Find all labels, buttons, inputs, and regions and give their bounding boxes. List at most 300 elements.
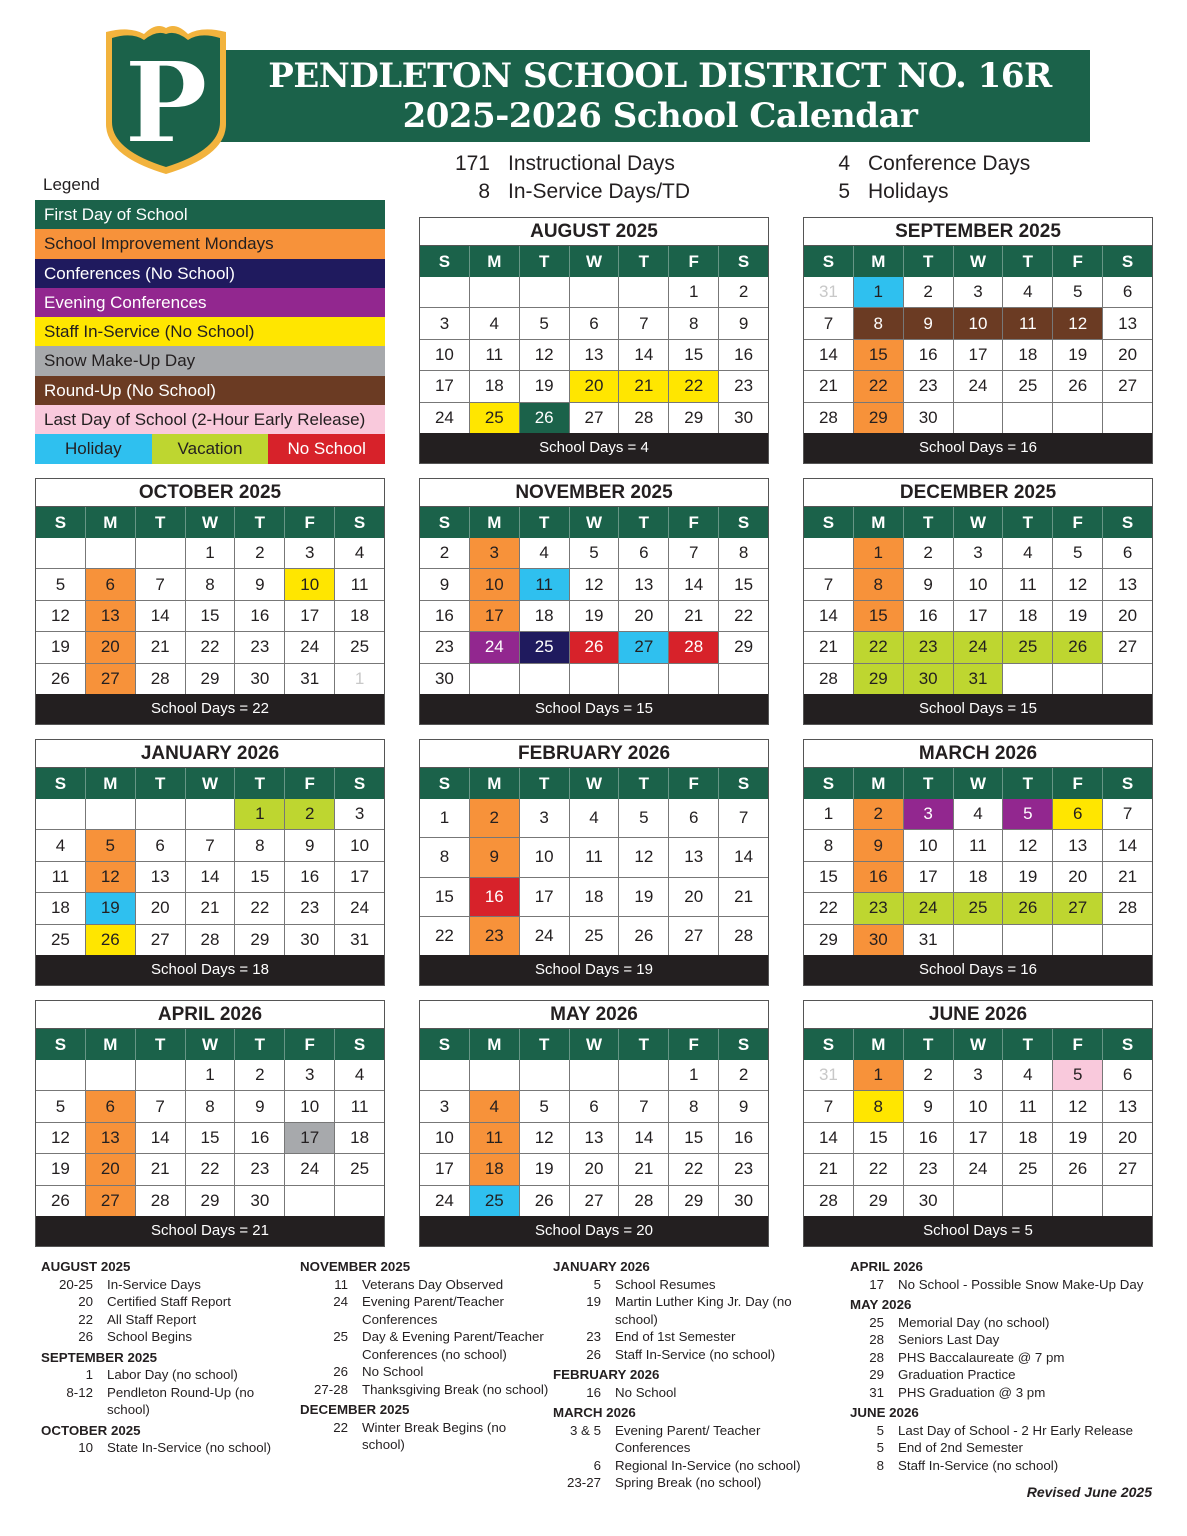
empty-cell <box>36 1060 86 1090</box>
day-cell: 10 <box>285 1091 335 1121</box>
weekday-header: T <box>904 768 954 799</box>
day-cell: 15 <box>854 340 904 370</box>
notes-month-heading: FEBRUARY 2026 <box>553 1367 660 1382</box>
day-cell: 15 <box>854 1123 904 1153</box>
day-cell: 4 <box>470 308 520 338</box>
note-text: Graduation Practice <box>898 1367 1016 1382</box>
weekday-header: S <box>36 507 86 538</box>
day-cell: 21 <box>669 601 719 631</box>
day-cell: 6 <box>570 308 620 338</box>
day-cell: 18 <box>350 1128 370 1148</box>
weekday-header: T <box>235 1029 285 1060</box>
school-days-count: School Days = 16 <box>804 955 1152 985</box>
day-cell: 25 <box>520 632 570 662</box>
empty-cell <box>570 277 620 307</box>
day-cell: 27 <box>570 1186 620 1216</box>
note-event <box>850 1384 1160 1402</box>
day-cell: 24 <box>904 893 954 923</box>
school-days-count: School Days = 18 <box>36 955 384 985</box>
weekday-header: M <box>854 246 904 277</box>
empty-cell <box>1003 403 1053 433</box>
weekday-header: T <box>1003 246 1053 277</box>
empty-cell <box>520 664 570 694</box>
week-row <box>420 664 768 694</box>
note-text: Last Day of School - 2 Hr Early Release <box>898 1422 1134 1438</box>
week-row <box>420 1186 768 1216</box>
day-cell: 11 <box>36 862 86 892</box>
note-event <box>41 1276 291 1294</box>
day-cell: 20 <box>1053 862 1103 892</box>
weekday-header-row <box>36 768 384 799</box>
day-cell: 26 <box>1003 893 1053 923</box>
note-date: 11 <box>334 1276 348 1292</box>
day-cell: 8 <box>854 308 904 338</box>
note-date: 28 <box>869 1332 884 1347</box>
day-cell: 17 <box>285 1123 335 1153</box>
day-cell: 29 <box>669 1186 719 1216</box>
note-text: Seniors Last Day <box>898 1332 1000 1347</box>
legend-item-holiday: Holiday <box>35 434 152 463</box>
title-line-calendar: 2025-2026 School Calendar <box>402 96 918 136</box>
day-cell: 11 <box>1003 308 1053 338</box>
day-cell: 13 <box>1118 1096 1138 1116</box>
day-cell: 28 <box>136 664 186 694</box>
empty-cell <box>136 1060 186 1090</box>
day-cell: 23 <box>420 632 470 662</box>
note-date: 5 <box>876 1440 884 1455</box>
week-row <box>804 1186 1152 1216</box>
note-date: 28 <box>869 1349 884 1365</box>
empty-cell <box>1053 1186 1103 1216</box>
page-title <box>230 56 1090 136</box>
day-cell: 30 <box>420 664 470 694</box>
day-cell: 1 <box>354 668 365 688</box>
weekday-header: T <box>520 507 570 538</box>
day-cell: 3 <box>420 308 470 338</box>
day-cell: 6 <box>86 569 136 599</box>
weekday-header: S <box>420 768 470 799</box>
week-row <box>804 664 1152 694</box>
day-cell: 26 <box>520 1186 570 1216</box>
weekday-header: T <box>619 768 669 799</box>
day-cell: 11 <box>350 574 369 594</box>
day-cell: 24 <box>520 917 570 955</box>
day-cell: 16 <box>235 1123 285 1153</box>
month-may-2026 <box>419 1000 769 1247</box>
day-cell: 19 <box>36 1154 86 1184</box>
note-text: School Begins <box>107 1329 193 1344</box>
empty-cell <box>470 1060 520 1090</box>
day-cell: 31 <box>954 664 1004 694</box>
day-cell: 26 <box>1053 371 1103 401</box>
weekday-header: T <box>904 1029 954 1060</box>
notes-month-heading: NOVEMBER 2025 <box>300 1259 411 1274</box>
day-cell: 19 <box>1053 601 1103 631</box>
empty-cell <box>335 1186 384 1216</box>
day-cell: 30 <box>235 1186 285 1216</box>
day-cell: 10 <box>350 835 370 855</box>
note-date: 31 <box>869 1384 884 1400</box>
day-cell: 4 <box>570 799 620 837</box>
note-event <box>300 1381 550 1399</box>
day-cell: 6 <box>570 1091 620 1121</box>
day-cell: 29 <box>804 925 854 955</box>
notes-month-heading: DECEMBER 2025 <box>300 1402 410 1417</box>
day-cell: 10 <box>285 569 335 599</box>
weekday-header: T <box>136 507 186 538</box>
day-cell: 2 <box>235 1060 285 1090</box>
month-title: JUNE 2026 <box>804 1001 1152 1029</box>
day-cell: 12 <box>1003 830 1053 860</box>
day-cell: 9 <box>854 830 904 860</box>
week-row <box>36 1123 384 1154</box>
note-text: PHS Graduation @ 3 pm <box>898 1384 1046 1400</box>
day-cell: 19 <box>36 632 86 662</box>
day-cell: 11 <box>954 830 1004 860</box>
day-cell: 8 <box>186 1091 236 1121</box>
day-cell: 15 <box>669 340 719 370</box>
day-cell: 28 <box>804 664 854 694</box>
day-cell: 4 <box>354 1065 365 1085</box>
weekday-header: T <box>1003 1029 1053 1060</box>
day-cell: 7 <box>136 1091 186 1121</box>
day-cell: 22 <box>669 1154 719 1184</box>
day-cell: 11 <box>470 340 520 370</box>
note-date: 5 <box>876 1422 884 1438</box>
day-cell: 6 <box>1122 543 1133 563</box>
week-row <box>36 664 384 694</box>
weekday-header: S <box>420 507 470 538</box>
day-cell: 29 <box>669 403 719 433</box>
day-cell: 8 <box>854 569 904 599</box>
stat-inservice-days <box>450 178 690 206</box>
legend <box>35 200 385 464</box>
note-date: 6 <box>593 1457 601 1473</box>
day-cell: 28 <box>619 1186 669 1216</box>
day-cell: 4 <box>36 830 86 860</box>
week-row <box>804 340 1152 371</box>
note-text: No School - Possible Snow Make-Up Day <box>898 1276 1144 1292</box>
notes-column <box>850 1258 1160 1474</box>
day-cell: 7 <box>186 830 236 860</box>
day-cell: 27 <box>1118 376 1138 396</box>
day-cell: 21 <box>619 1154 669 1184</box>
day-cell: 24 <box>285 1154 335 1184</box>
weekday-header: F <box>1053 246 1103 277</box>
note-text: PHS Baccalaureate @ 7 pm <box>898 1349 1065 1365</box>
day-cell: 12 <box>1053 308 1103 338</box>
day-grid <box>804 538 1152 694</box>
day-cell: 17 <box>904 862 954 892</box>
empty-cell <box>719 664 768 694</box>
note-date: 10 <box>78 1440 93 1455</box>
note-date: 23-27 <box>566 1475 601 1490</box>
empty-cell <box>520 1060 570 1090</box>
weekday-header: S <box>1121 774 1134 793</box>
day-cell: 6 <box>86 1091 136 1121</box>
week-row <box>36 569 384 600</box>
empty-cell <box>1053 925 1103 955</box>
weekday-header-row <box>420 507 768 538</box>
day-grid <box>36 538 384 694</box>
weekday-header: W <box>570 246 620 277</box>
school-days-count: School Days = 21 <box>36 1216 384 1246</box>
note-date: 1 <box>85 1367 93 1382</box>
legend-item-no-school: No School <box>268 434 385 463</box>
stat-instructional-days <box>450 150 690 178</box>
day-cell: 1 <box>669 1060 719 1090</box>
weekday-header: S <box>353 513 366 532</box>
day-cell: 3 <box>285 1060 335 1090</box>
day-cell: 15 <box>669 1123 719 1153</box>
day-cell: 31 <box>804 1060 854 1090</box>
stat-conference-days <box>810 150 1030 178</box>
week-row <box>804 1091 1152 1122</box>
school-days-count: School Days = 19 <box>420 955 768 985</box>
day-cell: 27 <box>669 917 719 955</box>
stat-value: 8 <box>478 180 490 203</box>
week-row <box>804 1060 1152 1091</box>
day-cell: 5 <box>1003 799 1053 829</box>
day-cell: 17 <box>420 371 470 401</box>
notes-month-heading: AUGUST 2025 <box>41 1259 131 1274</box>
week-row <box>420 799 768 838</box>
day-cell: 25 <box>1003 1154 1053 1184</box>
note-text: End of 2nd Semester <box>898 1440 1023 1455</box>
weekday-header: S <box>804 246 854 277</box>
empty-cell <box>136 799 186 829</box>
day-cell: 6 <box>669 799 719 837</box>
day-cell: 19 <box>1003 862 1053 892</box>
weekday-header: W <box>954 246 1004 277</box>
day-cell: 21 <box>619 371 669 401</box>
note-text: Memorial Day (no school) <box>898 1314 1050 1330</box>
legend-item-conference-no-school: Conferences (No School) <box>35 259 385 288</box>
day-cell: 8 <box>420 838 470 876</box>
empty-cell <box>954 403 1004 433</box>
weekday-header: T <box>520 246 570 277</box>
day-cell: 28 <box>1118 898 1138 918</box>
day-cell: 25 <box>36 925 86 955</box>
weekday-header: S <box>353 774 366 793</box>
week-row <box>804 862 1152 893</box>
week-row <box>420 838 768 877</box>
day-cell: 1 <box>854 277 904 307</box>
day-cell: 20 <box>1118 345 1138 365</box>
day-cell: 4 <box>1003 277 1053 307</box>
legend-item-evening-conference: Evening Conferences <box>35 288 385 317</box>
day-cell: 8 <box>235 830 285 860</box>
day-cell: 16 <box>734 1128 754 1148</box>
day-cell: 23 <box>904 632 954 662</box>
month-title: MARCH 2026 <box>804 740 1152 768</box>
day-cell: 28 <box>804 1186 854 1216</box>
day-cell: 17 <box>954 1123 1004 1153</box>
weekday-header: T <box>136 768 186 799</box>
school-days-count: School Days = 16 <box>804 433 1152 463</box>
day-cell: 7 <box>804 308 854 338</box>
day-cell: 14 <box>1118 835 1138 855</box>
note-event <box>553 1293 803 1328</box>
day-cell: 17 <box>420 1154 470 1184</box>
day-cell: 14 <box>136 1123 186 1153</box>
day-cell: 29 <box>854 403 904 433</box>
day-cell: 24 <box>954 371 1004 401</box>
note-event <box>553 1346 803 1364</box>
day-cell: 1 <box>804 799 854 829</box>
day-cell: 22 <box>420 917 470 955</box>
week-row <box>36 601 384 632</box>
day-cell: 27 <box>619 632 669 662</box>
empty-cell <box>1053 403 1103 433</box>
day-cell: 3 <box>420 1091 470 1121</box>
day-cell: 22 <box>854 1154 904 1184</box>
note-event <box>850 1349 1160 1367</box>
legend-title: Legend <box>43 175 100 194</box>
day-cell: 21 <box>186 893 236 923</box>
day-cell: 3 <box>904 799 954 829</box>
note-date: 5 <box>593 1276 601 1292</box>
empty-cell <box>1003 1186 1053 1216</box>
day-cell: 31 <box>350 929 370 949</box>
weekday-header: S <box>420 1029 470 1060</box>
day-cell: 16 <box>904 601 954 631</box>
month-title: MAY 2026 <box>420 1001 768 1029</box>
day-cell: 26 <box>86 925 136 955</box>
note-date: 25 <box>869 1314 884 1330</box>
day-cell: 21 <box>136 1154 186 1184</box>
day-cell: 15 <box>186 1123 236 1153</box>
day-cell: 26 <box>36 1186 86 1216</box>
day-cell: 22 <box>186 1154 236 1184</box>
day-cell: 23 <box>904 1154 954 1184</box>
day-cell: 28 <box>619 403 669 433</box>
note-event <box>850 1314 1160 1332</box>
day-cell: 18 <box>1003 340 1053 370</box>
day-cell: 9 <box>235 1091 285 1121</box>
legend-item-first-day: First Day of School <box>35 200 385 229</box>
day-cell: 23 <box>235 632 285 662</box>
week-row <box>804 403 1152 433</box>
note-text: In-Service Days <box>107 1276 201 1292</box>
day-cell: 30 <box>904 664 954 694</box>
day-cell: 18 <box>954 862 1004 892</box>
note-text: Veterans Day Observed <box>362 1276 504 1292</box>
week-row <box>804 1154 1152 1185</box>
week-row <box>420 403 768 433</box>
notes-column <box>300 1258 550 1454</box>
empty-cell <box>420 277 470 307</box>
notes-month-heading: MAY 2026 <box>850 1297 912 1312</box>
weekday-header-row <box>804 1029 1152 1060</box>
note-text: Spring Break (no school) <box>615 1475 762 1490</box>
day-cell: 14 <box>136 601 186 631</box>
week-row <box>420 340 768 371</box>
weekday-header-row <box>804 768 1152 799</box>
day-cell: 7 <box>738 808 749 828</box>
day-cell: 22 <box>186 632 236 662</box>
week-row <box>420 632 768 663</box>
note-event <box>850 1457 1160 1475</box>
school-days-count: School Days = 15 <box>804 694 1152 724</box>
day-cell: 13 <box>570 1123 620 1153</box>
day-cell: 16 <box>904 1123 954 1153</box>
empty-cell <box>669 664 719 694</box>
day-cell: 22 <box>854 632 904 662</box>
district-logo-shield-icon <box>100 24 232 176</box>
week-row <box>420 1154 768 1185</box>
weekday-header: W <box>570 1029 620 1060</box>
empty-cell <box>954 925 1004 955</box>
weekday-header: S <box>737 513 750 532</box>
note-event <box>41 1311 291 1329</box>
week-row <box>804 538 1152 569</box>
week-row <box>420 1123 768 1154</box>
empty-cell <box>86 799 136 829</box>
weekday-header: F <box>1053 768 1103 799</box>
week-row <box>420 878 768 917</box>
week-row <box>420 277 768 308</box>
day-cell: 2 <box>738 282 749 302</box>
empty-cell <box>1103 925 1152 955</box>
empty-cell <box>619 1060 669 1090</box>
day-cell: 17 <box>350 867 370 887</box>
day-cell: 16 <box>904 340 954 370</box>
week-row <box>420 917 768 955</box>
weekday-header: W <box>954 768 1004 799</box>
day-cell: 5 <box>619 799 669 837</box>
legend-item-vacation: Vacation <box>152 434 269 463</box>
empty-cell <box>470 664 520 694</box>
day-cell: 18 <box>1003 601 1053 631</box>
note-date: 17 <box>869 1276 884 1292</box>
day-cell: 7 <box>669 538 719 568</box>
revised-date: Revised June 2025 <box>1026 1484 1152 1500</box>
weekday-header: M <box>854 768 904 799</box>
day-cell: 20 <box>86 1154 136 1184</box>
day-cell: 23 <box>470 917 520 955</box>
month-june-2026 <box>803 1000 1153 1247</box>
weekday-header: S <box>353 1035 366 1054</box>
weekday-header: F <box>669 768 719 799</box>
note-text: Staff In-Service (no school) <box>898 1457 1059 1473</box>
day-cell: 17 <box>954 340 1004 370</box>
weekday-header: T <box>619 507 669 538</box>
day-cell: 18 <box>350 606 370 626</box>
day-cell: 27 <box>1118 637 1138 657</box>
day-cell: 3 <box>354 804 365 824</box>
day-cell: 27 <box>136 925 186 955</box>
empty-cell <box>520 277 570 307</box>
day-cell: 17 <box>954 601 1004 631</box>
day-cell: 4 <box>1003 1060 1053 1090</box>
note-event <box>553 1276 803 1294</box>
day-cell: 2 <box>235 538 285 568</box>
day-cell: 9 <box>738 313 749 333</box>
day-cell: 30 <box>285 925 335 955</box>
day-cell: 22 <box>235 893 285 923</box>
notes-month-heading: MARCH 2026 <box>553 1405 636 1420</box>
empty-cell <box>420 1060 470 1090</box>
day-cell: 27 <box>1053 893 1103 923</box>
day-cell: 30 <box>854 925 904 955</box>
day-cell: 25 <box>1003 371 1053 401</box>
note-event <box>300 1276 550 1294</box>
day-cell: 9 <box>235 569 285 599</box>
week-row <box>420 601 768 632</box>
day-cell: 25 <box>470 1186 520 1216</box>
day-cell: 19 <box>1053 1123 1103 1153</box>
